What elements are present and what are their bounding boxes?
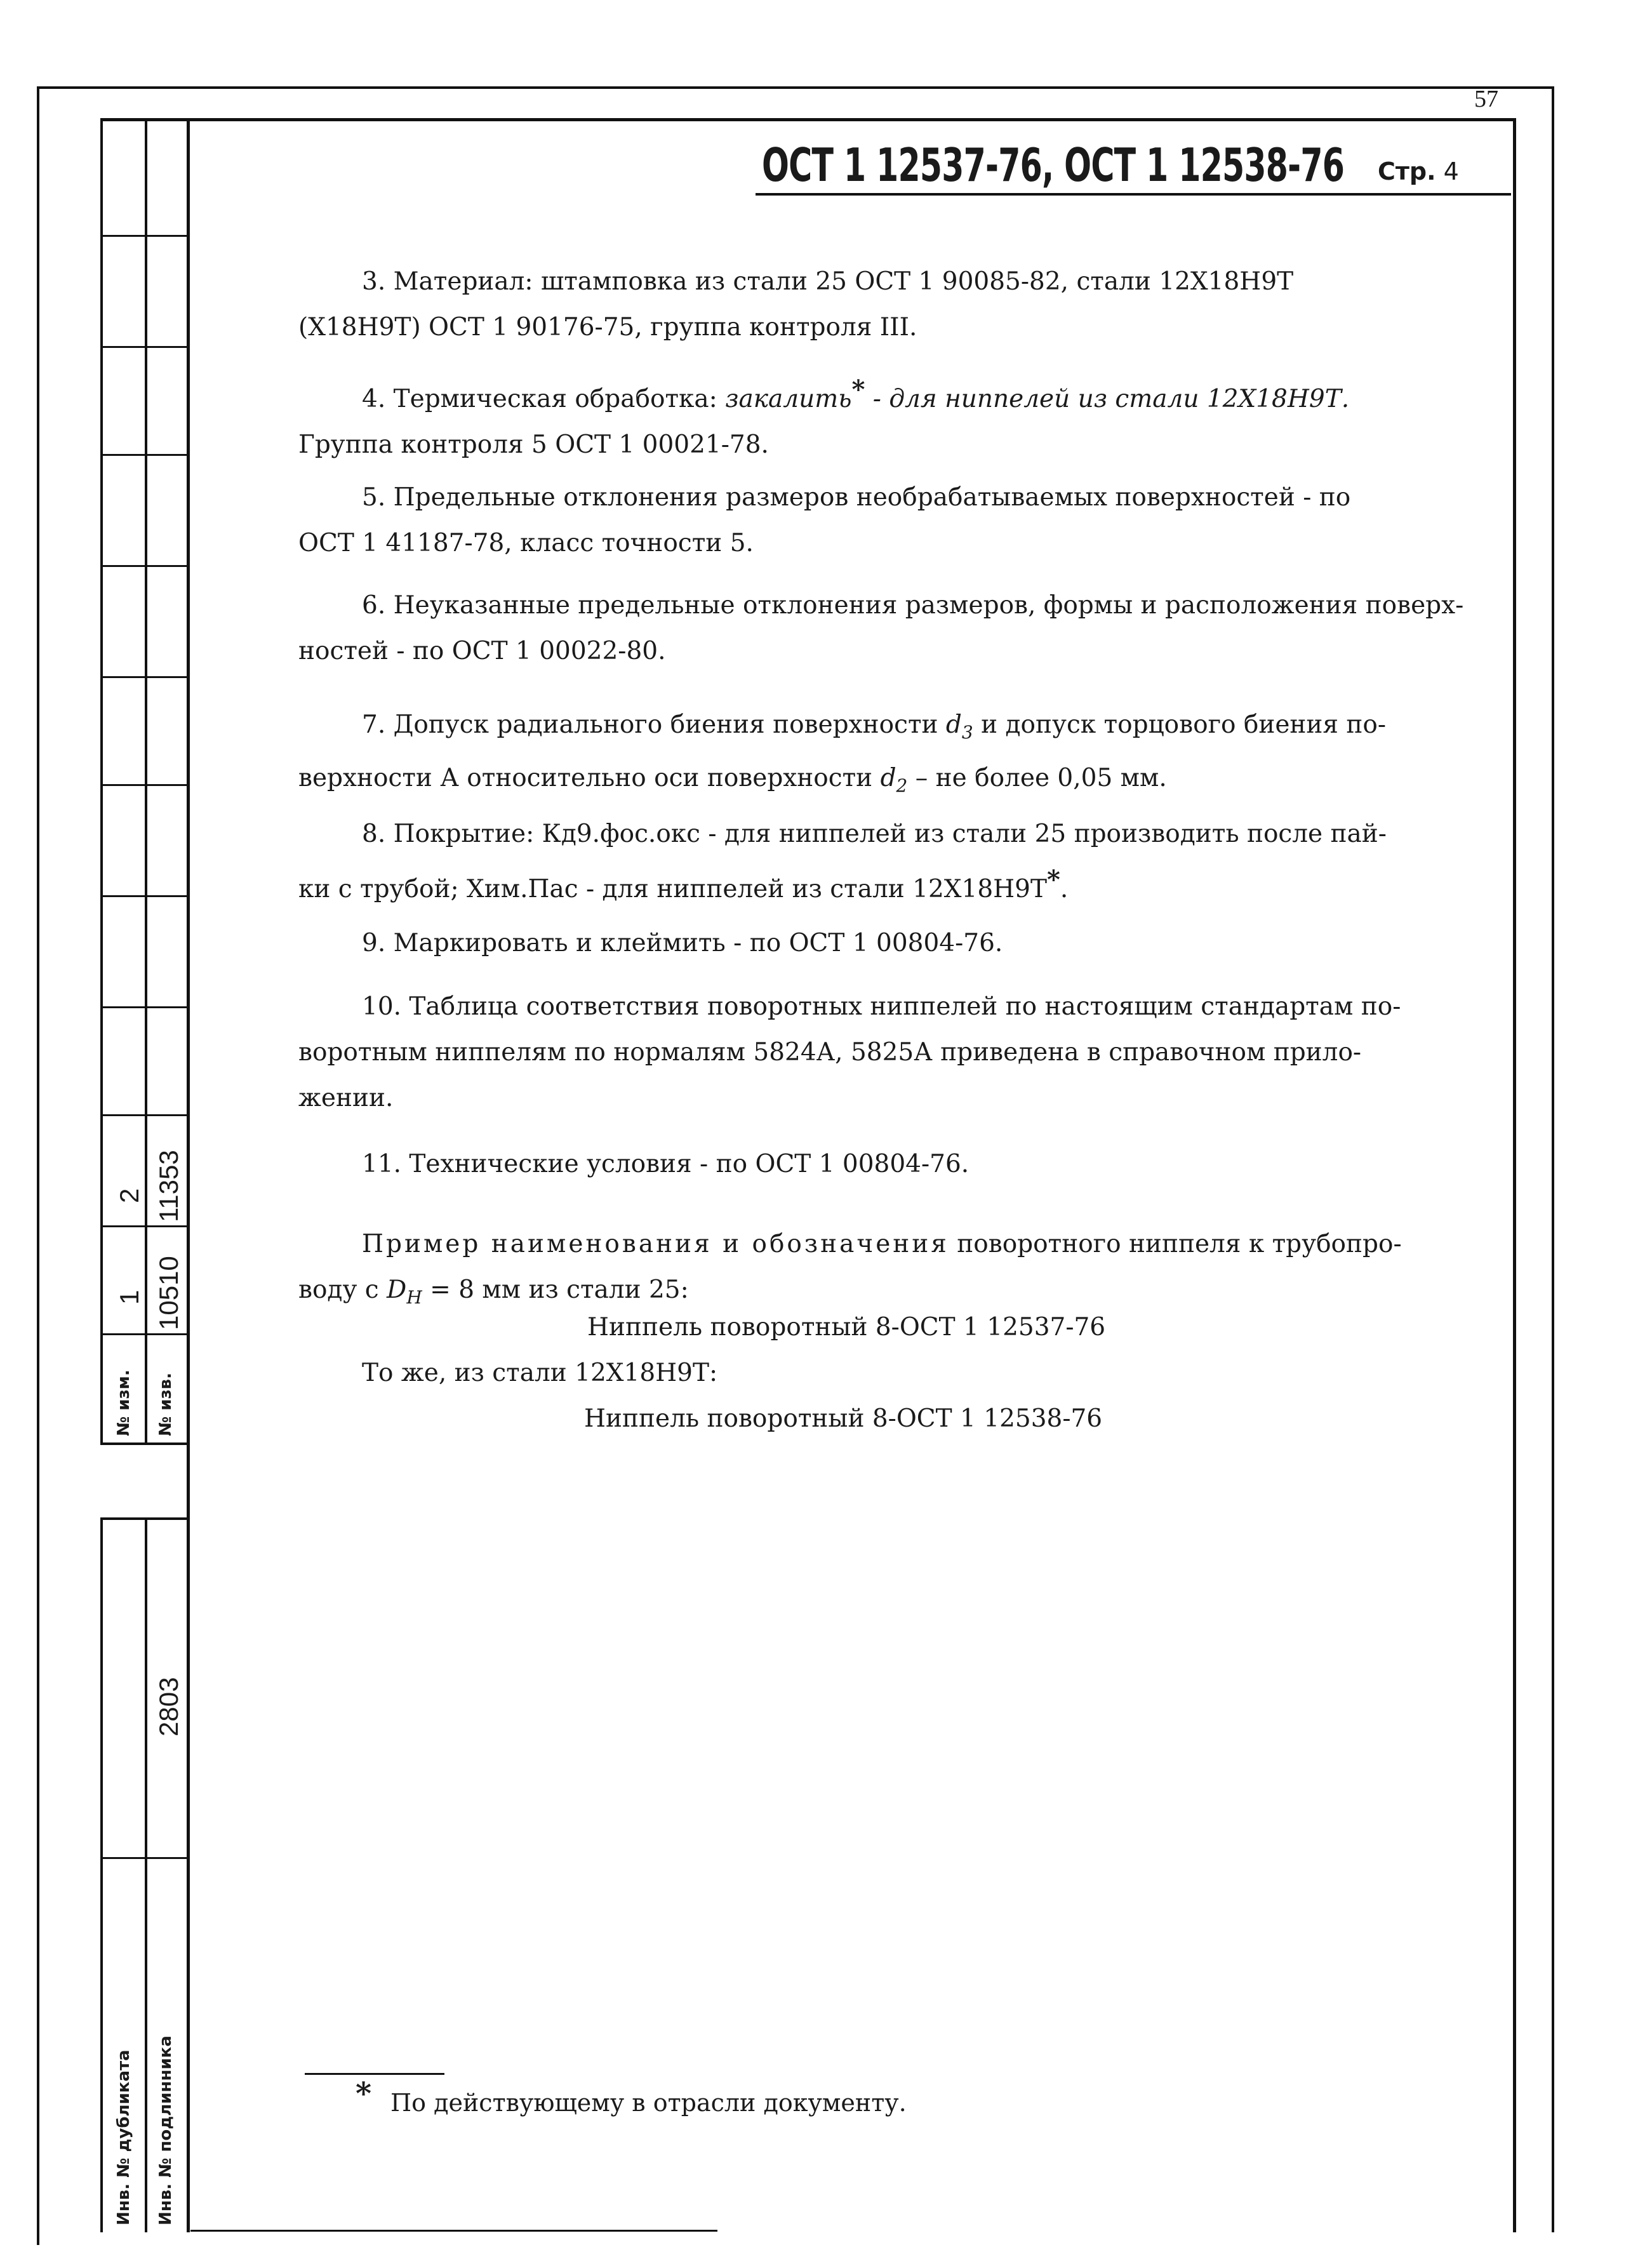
same-from-steel: То же, из стали 12Х18Н9Т: bbox=[362, 1359, 718, 1387]
inner-frame-top bbox=[102, 118, 1516, 121]
rev-doc-label: № изв. bbox=[156, 1373, 175, 1436]
example-line-2: воду с $D_Н = 8$ мм из стали 25: bbox=[298, 1276, 689, 1308]
page-value: 4 bbox=[1443, 157, 1459, 185]
item-4-quench: закалить bbox=[725, 385, 852, 413]
item-4-label: 4. Термическая обработка: bbox=[362, 385, 726, 413]
item-3-line-2: (Х18Н9Т) ОСТ 1 90176-75, группа контроля III. bbox=[298, 313, 917, 342]
item-8 bbox=[298, 811, 1473, 912]
item-3-line-1: 3. Материал: штамповка из стали 25 ОСТ 1 90085-82, стали 12Х18Н9Т bbox=[362, 267, 1294, 296]
item-8-line-2: ки с трубой; Хим.Пас - для ниппелей из стали 12Х18Н9Т*. bbox=[298, 865, 1069, 903]
rev-number-label: № изм. bbox=[114, 1369, 133, 1436]
item-10 bbox=[298, 984, 1473, 1121]
example-designation-2: Ниппель поворотный 8-ОСТ 1 12538-76 bbox=[584, 1404, 1103, 1433]
original-inventory-number: 2803 bbox=[154, 1677, 183, 1736]
item-4 bbox=[298, 367, 1473, 468]
item-7-line-2: верхности А относительно оси поверхности $d_2$ – не более 0,05 мм. bbox=[298, 763, 1167, 796]
header-underline bbox=[756, 193, 1511, 196]
item-4-rest: - для ниппелей из стали 12Х18Н9Т. bbox=[865, 385, 1350, 413]
inner-frame-right bbox=[1513, 118, 1516, 2232]
item-10-line-2: воротным ниппелям по нормалям 5824А, 5825А приведена в справочном прило- bbox=[298, 1038, 1362, 1067]
rev2-number: 2 bbox=[114, 1188, 144, 1203]
item-9 bbox=[298, 921, 1473, 966]
item-5-line-2: ОСТ 1 41187-78, класс точности 5. bbox=[298, 529, 754, 557]
item-11-line-1: 11. Технические условия - по ОСТ 1 00804-76. bbox=[362, 1150, 969, 1178]
page-indicator bbox=[1378, 157, 1459, 185]
item-10-line-1: 10. Таблица соответствия поворотных ниппелей по настоящим стандартам по- bbox=[362, 992, 1401, 1021]
rev1-number: 1 bbox=[114, 1289, 144, 1305]
item-7-line-1: 7. Допуск радиального биения поверхности $d_3$ и допуск торцового биения по- bbox=[362, 710, 1387, 743]
item-5-line-1: 5. Предельные отклонения размеров необрабатываемых поверхностей - по bbox=[362, 483, 1351, 512]
d3-symbol: d bbox=[945, 710, 962, 739]
rev1-doc-number: 10510 bbox=[154, 1256, 183, 1330]
frame-left-line bbox=[37, 86, 39, 2245]
footnote-rule bbox=[305, 2073, 444, 2075]
inner-frame-bottom bbox=[190, 2230, 717, 2232]
item-8-line-1: 8. Покрытие: Кд9.фос.окс - для ниппелей из стали 25 производить после пай- bbox=[362, 820, 1387, 848]
item-3 bbox=[298, 259, 1473, 350]
page-number: 57 bbox=[1474, 86, 1498, 112]
d2-symbol: d bbox=[880, 763, 896, 792]
item-5 bbox=[298, 475, 1473, 566]
page-label: Стр. bbox=[1378, 157, 1436, 185]
item-7 bbox=[298, 702, 1473, 809]
item-6-line-2: ностей - по ОСТ 1 00022-80. bbox=[298, 637, 666, 665]
original-inventory-label: Инв. № подлинника bbox=[156, 2035, 175, 2225]
document-title: ОСТ 1 12537-76, ОСТ 1 12538-76 bbox=[762, 138, 1345, 192]
rev2-doc-number: 11353 bbox=[154, 1150, 183, 1222]
item-6-line-1: 6. Неуказанные предельные отклонения размеров, формы и расположения поверх- bbox=[362, 591, 1464, 620]
item-6 bbox=[298, 583, 1473, 674]
duplicate-inventory-label: Инв. № дубликата bbox=[114, 2049, 133, 2225]
dh-symbol: D bbox=[387, 1276, 407, 1304]
frame-top-line bbox=[37, 86, 1554, 89]
example-designation-1: Ниппель поворотный 8-ОСТ 1 12537-76 bbox=[587, 1313, 1106, 1342]
footnote-mark: * bbox=[356, 2076, 372, 2112]
frame-right-line bbox=[1552, 86, 1554, 2232]
item-11 bbox=[298, 1142, 1473, 1187]
designation-example bbox=[298, 1222, 1473, 1321]
item-4-line-1: 4. Термическая обработка: закалить* - для ниппелей из стали 12Х18Н9Т. bbox=[362, 375, 1350, 413]
item-10-line-3: жении. bbox=[298, 1084, 394, 1112]
item-9-line-1: 9. Маркировать и клеймить - по ОСТ 1 00804-76. bbox=[362, 929, 1003, 957]
footnote-text: По действующему в отрасли документу. bbox=[390, 2089, 907, 2117]
example-line-1: Пример наименования и обозначения поворотного ниппеля к трубопро- bbox=[362, 1230, 1402, 1258]
item-4-line-2: Группа контроля 5 ОСТ 1 00021-78. bbox=[298, 430, 769, 459]
